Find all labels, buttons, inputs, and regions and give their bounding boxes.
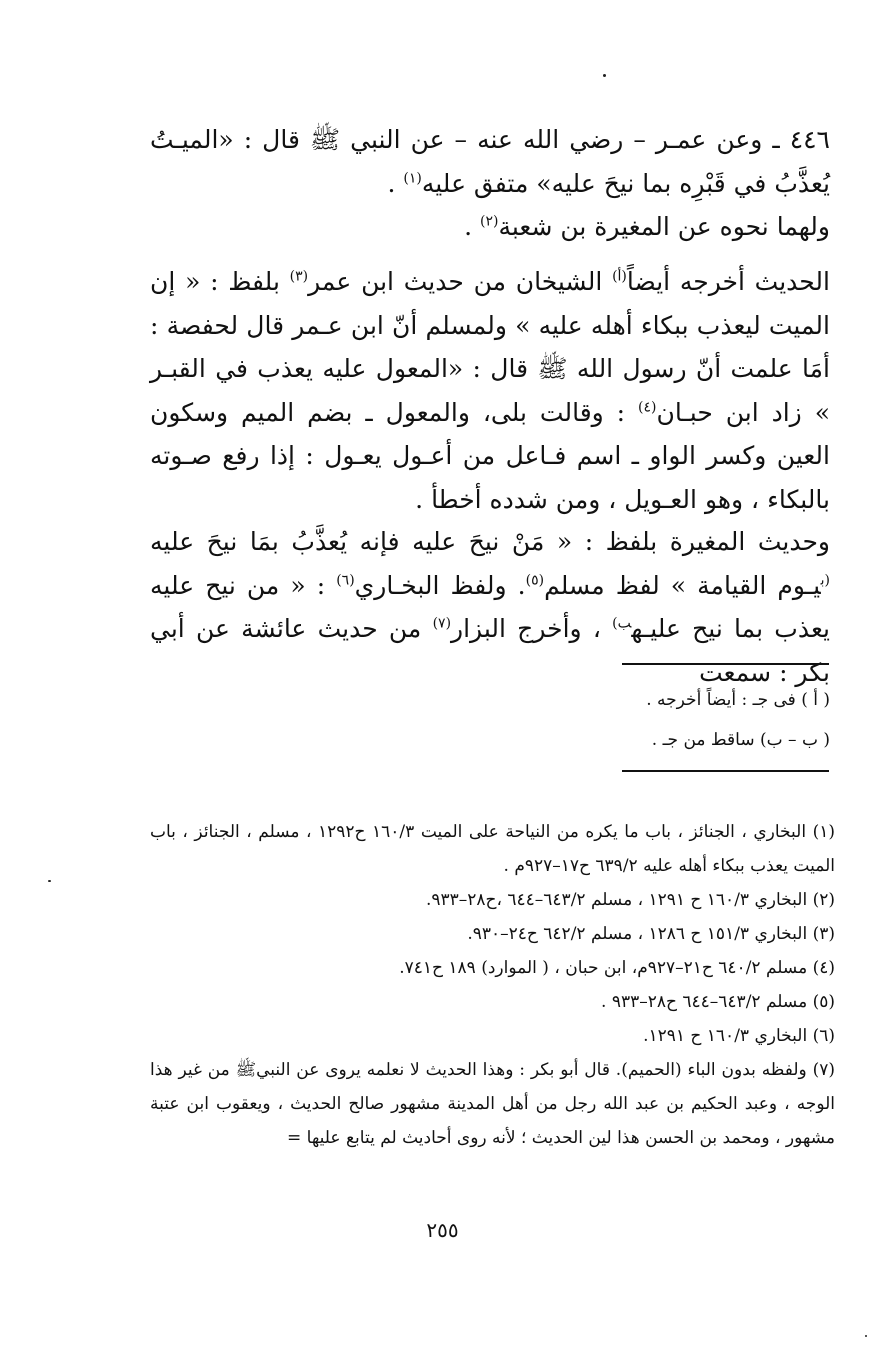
hadith-end: . <box>464 212 480 241</box>
page-speck <box>603 74 606 77</box>
footnote-ref: (٢) <box>480 213 499 230</box>
mughira-paragraph <box>150 520 830 694</box>
footnote-ref: (٦) <box>336 572 355 589</box>
commentary <box>150 260 830 521</box>
footnote: (٤) مسلم ٦٤٠/٢ ح٢١–٩٢٧م، ابن حبان ، ( الموارد) ١٨٩ ح٧٤١. <box>399 958 835 978</box>
commentary-text: بلفظ : « إن الميت ليعذب ببكاء أهله عليه » ولمسلم أنّ ابن عـمر قال لحفصة : أمَا علمت أنّ رسول الله ﷺ قال : «المعول عليه يعذب في القبـر » زاد ابن حبـان <box>150 267 830 427</box>
hadith-addendum <box>150 205 830 249</box>
commentary-text: وحديث المغيرة بلفظ : « مَنْ نيحَ عليه فإنه يُعذَّبُ بمَا نيحَ عليه <box>150 527 830 556</box>
commentary-text: الحديث أخرجه أيضاً <box>626 267 830 296</box>
commentary-text: الشيخان من حديث ابن عمر <box>308 267 613 296</box>
commentary-text: : « من نيح عليه يعذب بما نيح عليـه <box>150 570 830 643</box>
footnote-ref: (٣) <box>289 268 309 285</box>
manuscript-variants <box>450 680 830 760</box>
mughira-commentary <box>150 520 830 694</box>
variant-note: ( أ ) فى جـ : أيضاً أخرجه . <box>646 690 830 710</box>
separator-rule <box>622 770 829 772</box>
footnote: (١) البخاري ، الجنائز ، باب ما يكره من النياحة على الميت ١٦٠/٣ ح١٢٩٢ ، مسلم ، الجنائز ، باب الميت يعذب ببكاء أهله عليه ٦٣٩/٢ ح١٧–٩٢٧م . <box>150 822 835 876</box>
footnote: (٣) البخاري ١٥١/٣ ح ١٢٨٦ ، مسلم ٦٤٢/٢ ح٢٤–٩٣٠. <box>467 924 835 944</box>
commentary-text: ، وأخرج البزار <box>451 614 613 643</box>
page-number: ٢٥٥ <box>426 1218 459 1242</box>
footnote: (٦) البخاري ١٦٠/٣ ح ١٢٩١. <box>643 1026 835 1046</box>
commentary-paragraph <box>150 260 830 521</box>
page-speck <box>865 1335 867 1337</box>
variant-ref: (أ) <box>612 268 627 285</box>
variant-ref: ب) <box>612 615 632 632</box>
hadith-end: . <box>387 168 404 198</box>
commentary-text: : وقالت بلى، والمعول ـ بضم الميم وسكون العين وكسر الواو ـ اسم فـاعل من أعـول يعـول : إذا رفع صـوته بالبكاء ، وهو العـويل ، ومن شدده أخطأ . <box>150 397 830 514</box>
variant-ref: (ب <box>820 572 830 589</box>
hadith-paragraph <box>150 118 830 205</box>
footnote-ref: (٧) <box>432 615 452 632</box>
hadith-matn: ٤٤٦ ـ وعن عمـر – رضي الله عنه – عن النبي ﷺ قال : «الميـتُ يُعذَّبُ في قَبْرِه بما نيحَ عليه» متفق عليه <box>150 125 830 198</box>
footnote: (٢) البخاري ١٦٠/٣ ح ١٢٩١ ، مسلم ٦٤٣/٢–٦٤٤ ،ح٢٨–٩٣٣. <box>425 890 835 910</box>
separator-rule <box>622 663 829 665</box>
footnote-ref: (٥) <box>525 572 545 589</box>
variant-note: ( ب – ب) ساقط من جـ . <box>651 730 830 750</box>
footnote-ref: (٤) <box>638 399 657 416</box>
commentary-text: من حديث عائشة عن أبي بكر : سمعت <box>150 614 830 687</box>
footnotes <box>150 815 835 1155</box>
commentary-text: يـوم القيامة » لفظ مسلم <box>544 570 821 600</box>
page-speck <box>48 880 51 882</box>
footnote-ref: (١) <box>403 170 422 187</box>
hadith-text <box>150 118 830 249</box>
commentary-text: . ولفظ البخـاري <box>354 570 526 600</box>
hadith-addendum-text: ولهما نحوه عن المغيرة بن شعبة <box>498 212 830 241</box>
footnote: (٥) مسلم ٦٤٣/٢–٦٤٤ ح٢٨–٩٣٣ . <box>601 992 835 1012</box>
footnote: (٧) ولفظه بدون الباء (الحميم). قال أبو بكر : وهذا الحديث لا نعلمه يروى عن النبيﷺ من غير هذا الوجه ، وعبد الحكيم بن عبد الله رجل من أهل المدينة مشهور صالح الحديث ، ويعقوب ابن عتبة مشهور ، ومحمد بن الحسن هذا لين الحديث ؛ لأنه روى أحاديث لم يتابع عليها = <box>150 1060 835 1148</box>
